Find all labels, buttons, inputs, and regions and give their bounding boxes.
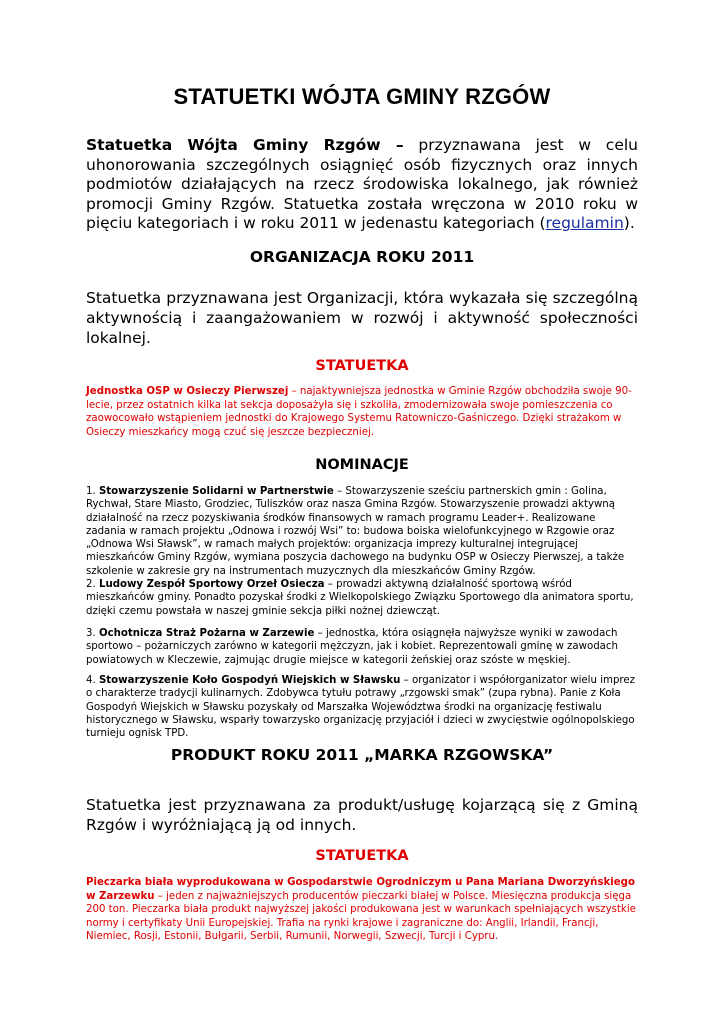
- intro-text: przyznawana jest w celu uhonorowania szczególnych osiągnięć osób fizycznych oraz innych podmiotów działających na rzecz środowiska lokalnego, jak również promocji Gminy Rzgów. Statuetka została wręczona w 2010 roku w pięciu kategoriach i w roku 2011 w jedenastu kategoriach (: [86, 136, 638, 232]
- nomination-name: Stowarzyszenie Koło Gospodyń Wiejskich w Sławsku: [98, 675, 401, 686]
- regulamin-link[interactable]: regulamin: [545, 214, 624, 232]
- nomination-item: [86, 578, 638, 618]
- award-winner-organizacja: [86, 385, 638, 439]
- section-heading-organizacja: ORGANIZACJA ROKU 2011: [249, 248, 475, 266]
- page-title: STATUETKI WÓJTA GMINY RZGÓW: [173, 84, 551, 109]
- award-heading-organizacja: STATUETKA: [315, 358, 409, 374]
- nomination-name: Ochotnicza Straż Pożarna w Zarzewie: [98, 628, 315, 639]
- intro-lead: Statuetka Wójta Gminy Rzgów –: [86, 136, 404, 154]
- intro-tail: ).: [623, 214, 635, 232]
- section-description-produkt: Statuetka jest przyznawana za produkt/usługę kojarzącą się z Gminą Rzgów i wyróżniającą ją od innych.: [86, 796, 638, 834]
- nomination-item: [86, 485, 638, 578]
- award-winner-produkt: [86, 876, 638, 944]
- nomination-text: – jednostka, która osiągnęła najwyższe wyniki w zawodach sportowo – pożarniczych zarówno w kategorii mężczyzn, jak i kobiet. Reprezentowali gminę w zawodach powiatowych w Kleczewie, zajmując drugie miejsce w kategorii żeńskiej oraz szóste w męskiej.: [86, 628, 618, 666]
- nomination-text: – Stowarzyszenie sześciu partnerskich gmin : Golina, Rychwał, Stare Miasto, Grodziec, Tuliszków oraz nasza Gmina Rzgów. Stowarzyszenie prowadzi aktywną działalność na rzecz pozyskiwania środków finansowych w ramach programu Leader+. Realizowane zadania w ramach projektu „Odnowa i rozwój Wsi” to: budowa boiska wielofunkcyjnego w Rzgowie oraz „Odnowa Wsi Sławsk”, w ramach małych projektów: organizacja imprezy kulturalnej integrującej mieszkańców Gminy Rzgów, wymiana poszycia dachowego na budynku OSP w Osieczy Pierwszej, a także szkolenie w zakresie gry na instrumentach muzycznych dla mieszkańców Gminy Rzgów.: [86, 486, 625, 577]
- nominations-heading: NOMINACJE: [315, 457, 409, 473]
- intro-paragraph: [86, 136, 638, 234]
- winner-text: – najaktywniejsza jednostka w Gminie Rzgów obchodziła swoje 90-lecie, przez ostatnich kilka lat sekcja doposażyła się i szkoliła, zmodernizowała swoje pomieszczenia co zaowocowało wstąpieniem jednostki do Krajowego Systemu Ratowniczo-Gaśniczego. Dzięki strażakom w Osieczy mieszkańcy mogą czuć się jeszcze bezpieczniej.: [86, 386, 632, 438]
- nomination-num: 3.: [86, 628, 99, 639]
- section-description-organizacja: Statuetka przyznawana jest Organizacji, która wykazała się szczególną aktywnością i zaangażowaniem w rozwój i aktywność społeczności lokalnej.: [86, 289, 638, 347]
- award-heading-produkt: STATUETKA: [315, 848, 409, 864]
- nomination-num: 2.: [86, 579, 99, 590]
- section-heading-produkt: PRODUKT ROKU 2011 „MARKA RZGOWSKA”: [170, 746, 554, 764]
- nomination-num: 1.: [86, 486, 99, 497]
- nomination-name: Stowarzyszenie Solidarni w Partnerstwie: [98, 486, 334, 497]
- winner-text: – jeden z najważniejszych producentów pieczarki białej w Polsce. Miesięczna produkcja sięga 200 ton. Pieczarka biała produkt najwyższej jakości produkowana jest w warunkach spełniających wszystkie normy i certyfikaty Unii Europejskiej. Trafia na rynki krajowe i zagraniczne do: Anglii, Irlandii, Francji, Niemiec, Rosji, Estonii, Bułgarii, Serbii, Rumunii, Norwegii, Szwecji, Turcji i Cypru.: [86, 890, 636, 942]
- nomination-text: – organizator i współorganizator wielu imprez o charakterze tradycji kulinarnych. Zdobywca tytułu potrawy „rzgowski smak” (zupa rybna). Panie z Koła Gospodyń Wiejskich w Sławsku pozyskały od Marszałka Województwa środki na organizację festiwalu historycznego w Sławsku, wsparły towarzysko organizację przyjaciół i dzieci w zwycięstwie ogólnopolskiego turnieju ognisk TPD.: [86, 675, 636, 740]
- nomination-num: 4.: [86, 675, 99, 686]
- nomination-text: – prowadzi aktywną działalność sportową wśród mieszkańców gminy. Ponadto pozyskał środki z Wielkopolskiego Związku Sportowego dla animatora sportu, dzięki czemu powstała w naszej gminie sekcja piłki nożnej dziewcząt.: [86, 579, 634, 617]
- winner-name: Pieczarka biała wyprodukowana w Gospodarstwie Ogrodniczym u Pana Mariana Dworzyńskiego w Zarzewku: [86, 877, 635, 902]
- nomination-item: [86, 627, 638, 667]
- nomination-name: Ludowy Zespół Sportowy Orzeł Osiecza: [98, 579, 325, 590]
- winner-name: Jednostka OSP w Osieczy Pierwszej: [86, 386, 289, 397]
- nomination-item: [86, 674, 638, 740]
